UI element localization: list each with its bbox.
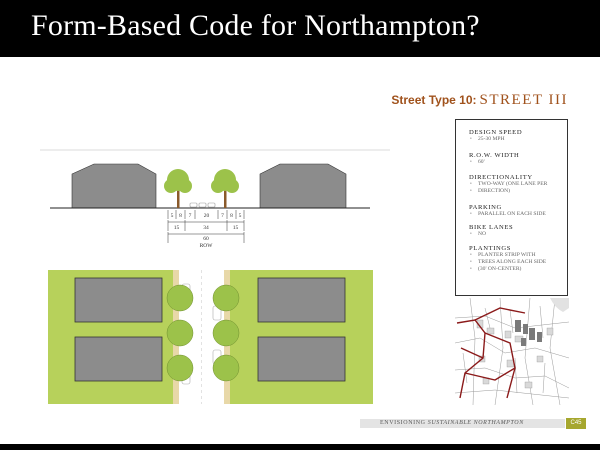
spec-heading: DESIGN SPEED xyxy=(469,129,523,136)
street-type-heading xyxy=(391,89,568,109)
page-number-badge: C45 xyxy=(566,418,586,429)
spec-value: • PLANTER STRIP WITH xyxy=(469,252,569,259)
spec-design-speed xyxy=(469,129,569,143)
spec-directionality xyxy=(469,174,569,195)
dim-label: 34 xyxy=(203,225,209,231)
footer-bar xyxy=(0,444,600,450)
dim-label: 7 xyxy=(188,213,192,219)
left-building xyxy=(72,164,156,208)
street-type-prefix: Street Type 10: xyxy=(391,93,477,107)
dim-label: 7 xyxy=(221,213,224,219)
plan-trees-right xyxy=(213,285,239,381)
spec-value-cont: • DIRECTION) xyxy=(469,188,569,195)
spec-value-cont: • TREES ALONG EACH SIDE xyxy=(469,259,569,266)
spec-heading: PLANTINGS xyxy=(469,245,512,252)
footer-italic: SUSTAINABLE NORTHAMPTON xyxy=(427,420,524,426)
plan-trees-left xyxy=(167,285,193,381)
spec-parking xyxy=(469,204,569,218)
footer-prefix: ENVISIONING xyxy=(380,420,426,426)
spec-plantings xyxy=(469,245,569,273)
dim-label-row: ROW xyxy=(199,243,213,249)
street-section-diagram xyxy=(40,148,390,260)
street-plan-diagram xyxy=(48,270,373,404)
title-bar xyxy=(0,0,600,57)
spec-heading: PARKING xyxy=(469,204,502,211)
plan-building-top-right xyxy=(258,278,345,322)
spec-bike-lanes xyxy=(469,224,569,238)
spec-value: • 25-30 MPH xyxy=(469,136,569,143)
plan-building-bottom-right xyxy=(258,337,345,381)
dim-label: 5 xyxy=(170,213,174,219)
spec-box xyxy=(455,119,568,296)
dim-label: 15 xyxy=(173,225,180,231)
spec-value: • TWO-WAY (ONE LANE PER xyxy=(469,181,569,188)
section-cars xyxy=(190,203,215,207)
section-tree-right xyxy=(211,169,239,208)
spec-value: • 60' xyxy=(469,159,569,166)
spec-value-cont: • (30' ON-CENTER) xyxy=(469,266,569,273)
spec-heading: BIKE LANES xyxy=(469,224,514,231)
spec-value: • NO xyxy=(469,231,569,238)
dim-label: 20 xyxy=(203,213,210,219)
dim-label-total: 60 xyxy=(203,236,209,242)
plan-building-bottom-left xyxy=(75,337,162,381)
dim-label: 8 xyxy=(179,213,182,219)
street-type-name: STREET III xyxy=(479,92,568,108)
section-tree-left xyxy=(164,169,192,208)
dim-label: 5 xyxy=(238,213,242,219)
spec-value: • PARALLEL ON EACH SIDE xyxy=(469,211,569,218)
dim-label: 15 xyxy=(232,225,239,231)
spec-heading: DIRECTIONALITY xyxy=(469,174,533,181)
right-building xyxy=(260,164,346,208)
dim-label: 8 xyxy=(230,213,233,219)
slide-title: Form-Based Code for Northampton? xyxy=(31,9,480,42)
spec-heading: R.O.W. WIDTH xyxy=(469,152,520,159)
spec-row-width xyxy=(469,152,569,166)
locator-map xyxy=(455,298,569,405)
plan-building-top-left xyxy=(75,278,162,322)
footer-text xyxy=(380,420,524,426)
